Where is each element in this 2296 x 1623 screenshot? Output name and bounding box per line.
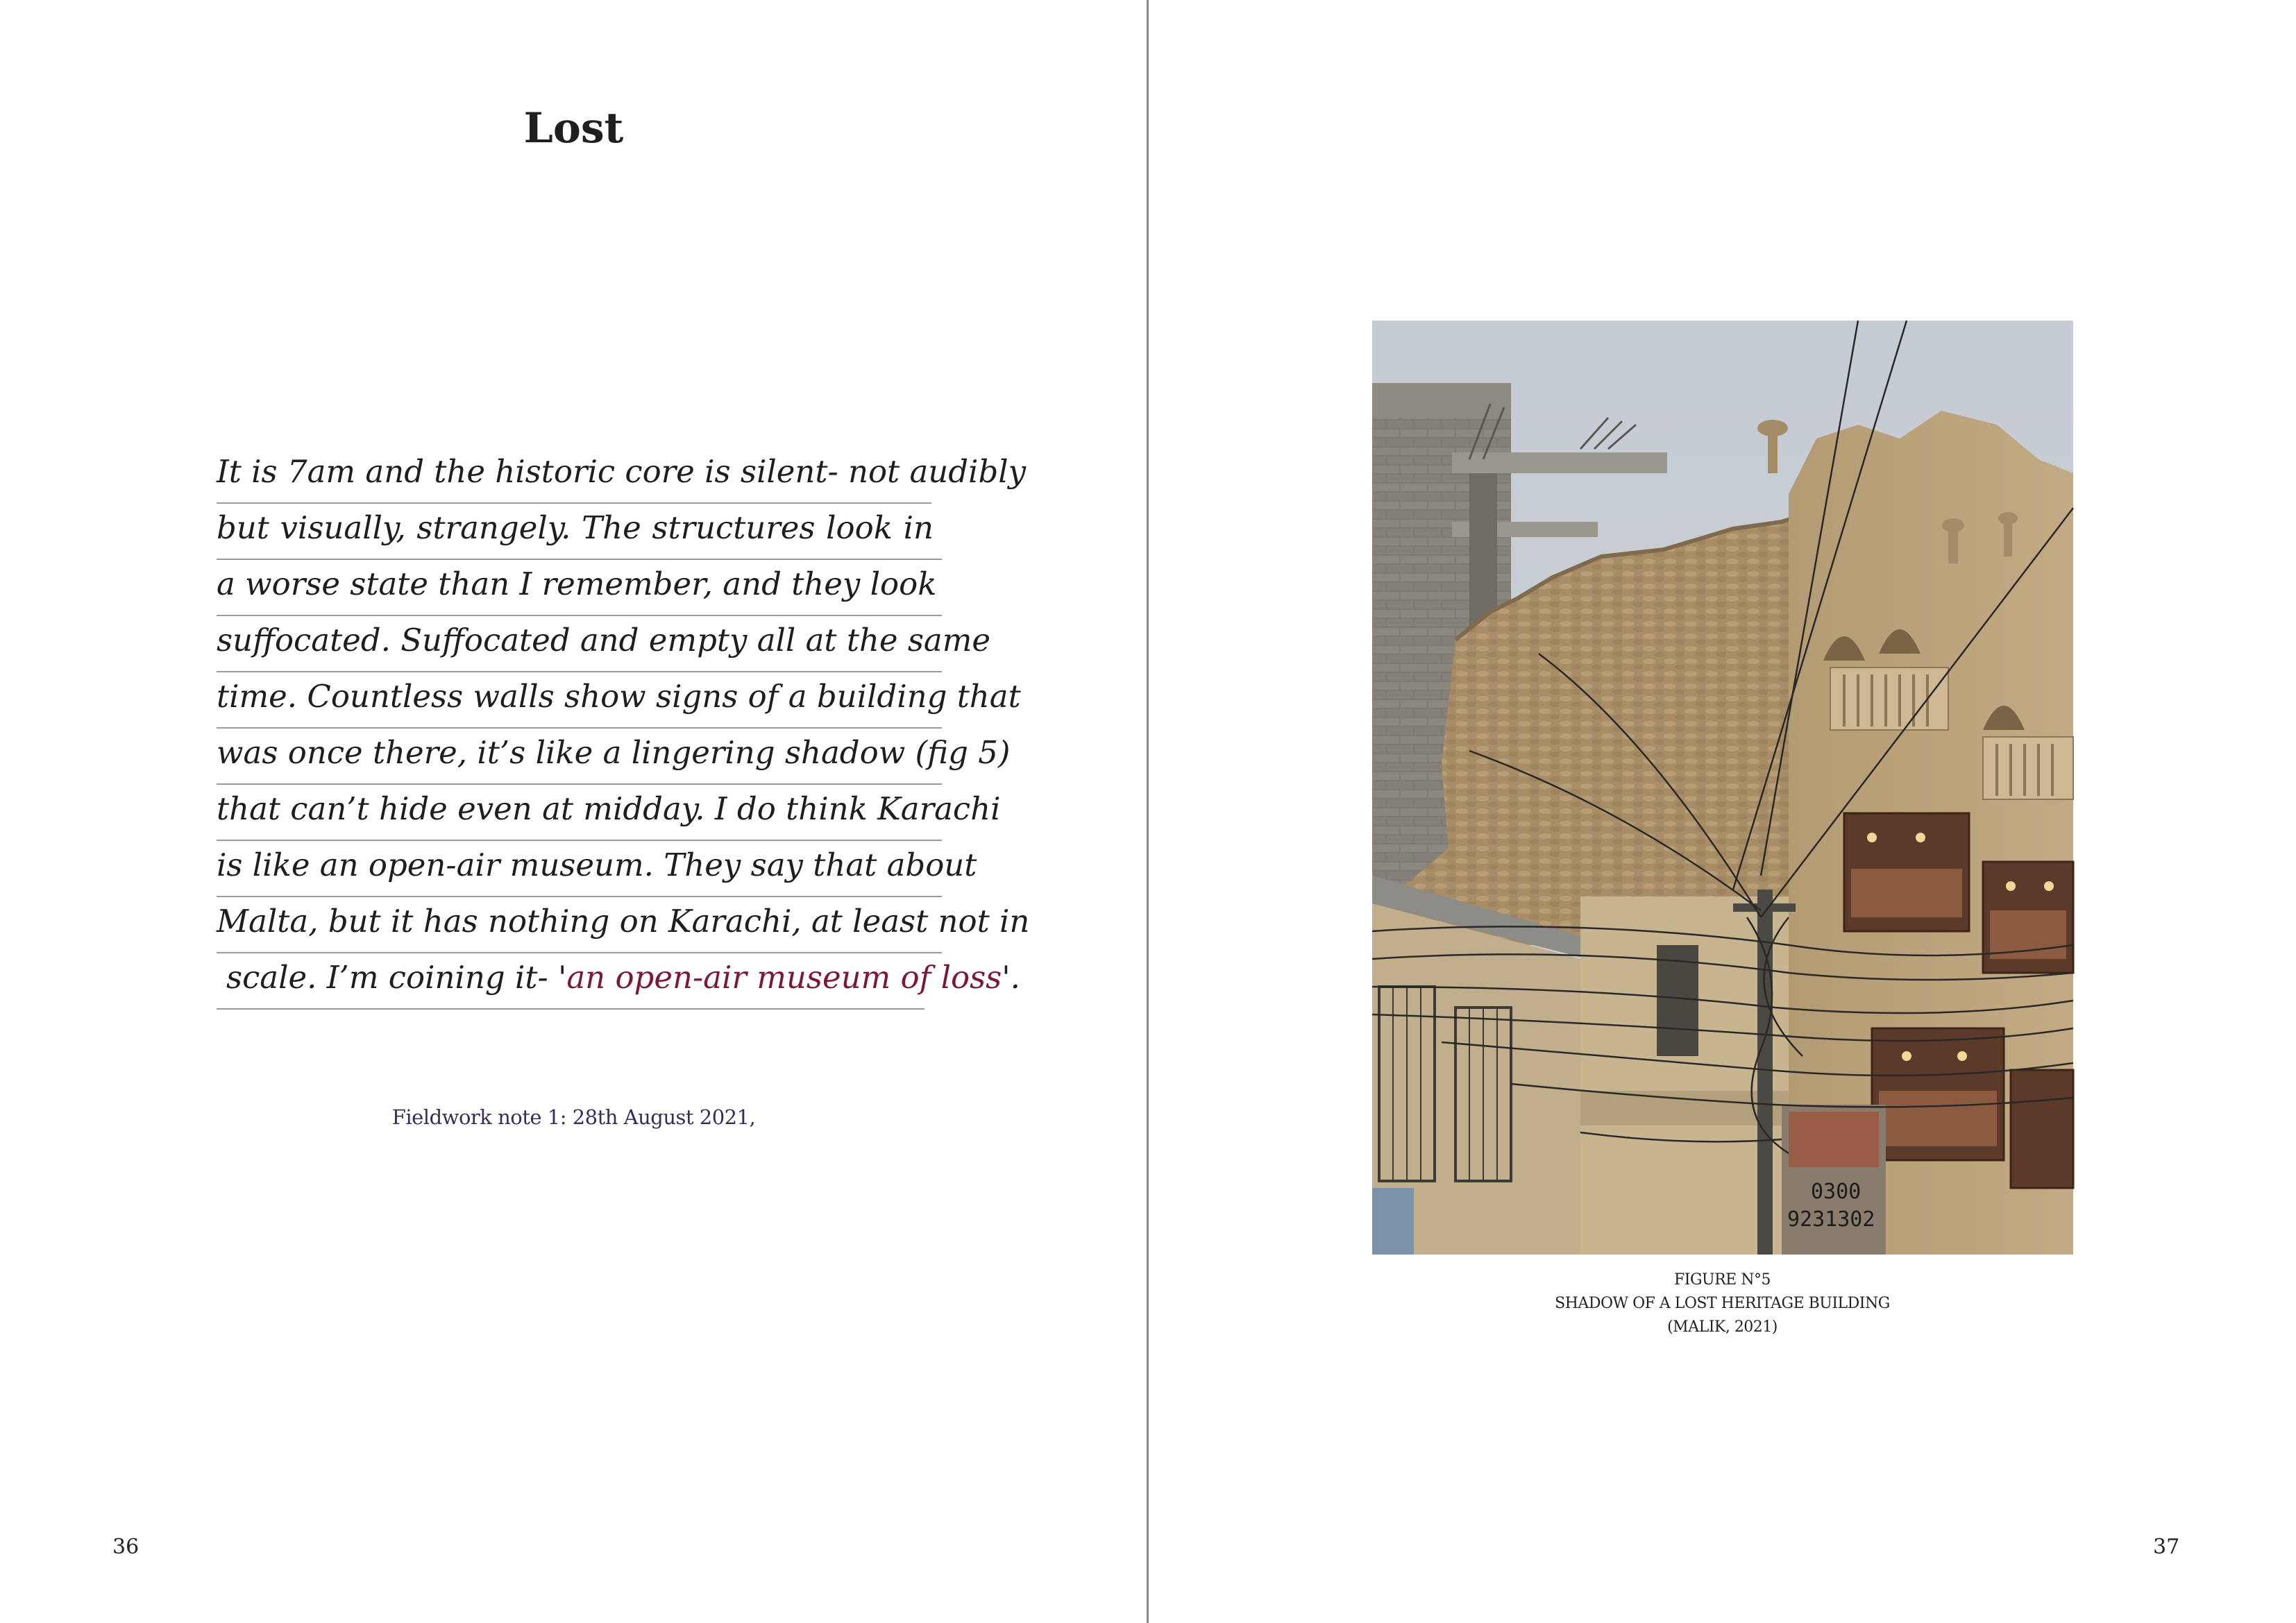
note-line: was once there, it’s like a lingering shadow (fig 5)	[217, 729, 942, 785]
page-title: Lost	[523, 104, 624, 153]
note-line: suffocated. Suffocated and empty all at the same	[217, 616, 942, 672]
fieldwork-note-block	[217, 448, 1030, 1010]
left-page	[0, 0, 1147, 1623]
note-line: a worse state than I remember, and they look	[217, 560, 942, 616]
page-number-left: 36	[112, 1535, 140, 1559]
note-line: that can’t hide even at midday. I do think Karachi	[217, 785, 942, 841]
caption-title: SHADOW OF A LOST HERITAGE BUILDING	[1555, 1295, 1890, 1312]
highlighted-phrase: an open-air museum of loss	[566, 959, 1002, 996]
note-line: is like an open-air museum. They say that about	[217, 841, 942, 897]
fieldwork-note-date: Fieldwork note 1: 28th August 2021,	[391, 1105, 756, 1129]
figure-photo	[1372, 321, 2073, 1255]
note-line-prefix: scale. I’m coining it- '	[226, 959, 567, 996]
right-page	[1149, 0, 2296, 1623]
caption-citation: (MALIK, 2021)	[1667, 1318, 1778, 1336]
sign-number-2: 9231302	[1787, 1207, 1875, 1232]
note-line: It is 7am and the historic core is silent- not audibly	[217, 448, 931, 504]
note-line-suffix: '.	[1002, 959, 1020, 996]
figure-caption	[1149, 1268, 2296, 1339]
sign-number-1: 0300	[1811, 1180, 1862, 1204]
note-line-last	[217, 953, 1020, 1010]
caption-figure-number: FIGURE N°5	[1674, 1271, 1771, 1289]
page-number-right: 37	[2153, 1535, 2180, 1559]
note-line: time. Countless walls show signs of a building that	[217, 672, 942, 729]
note-line: but visually, strangely. The structures look in	[217, 504, 942, 560]
heritage-building-photo	[1372, 321, 2073, 1255]
note-line: Malta, but it has nothing on Karachi, at least not in	[217, 897, 942, 953]
